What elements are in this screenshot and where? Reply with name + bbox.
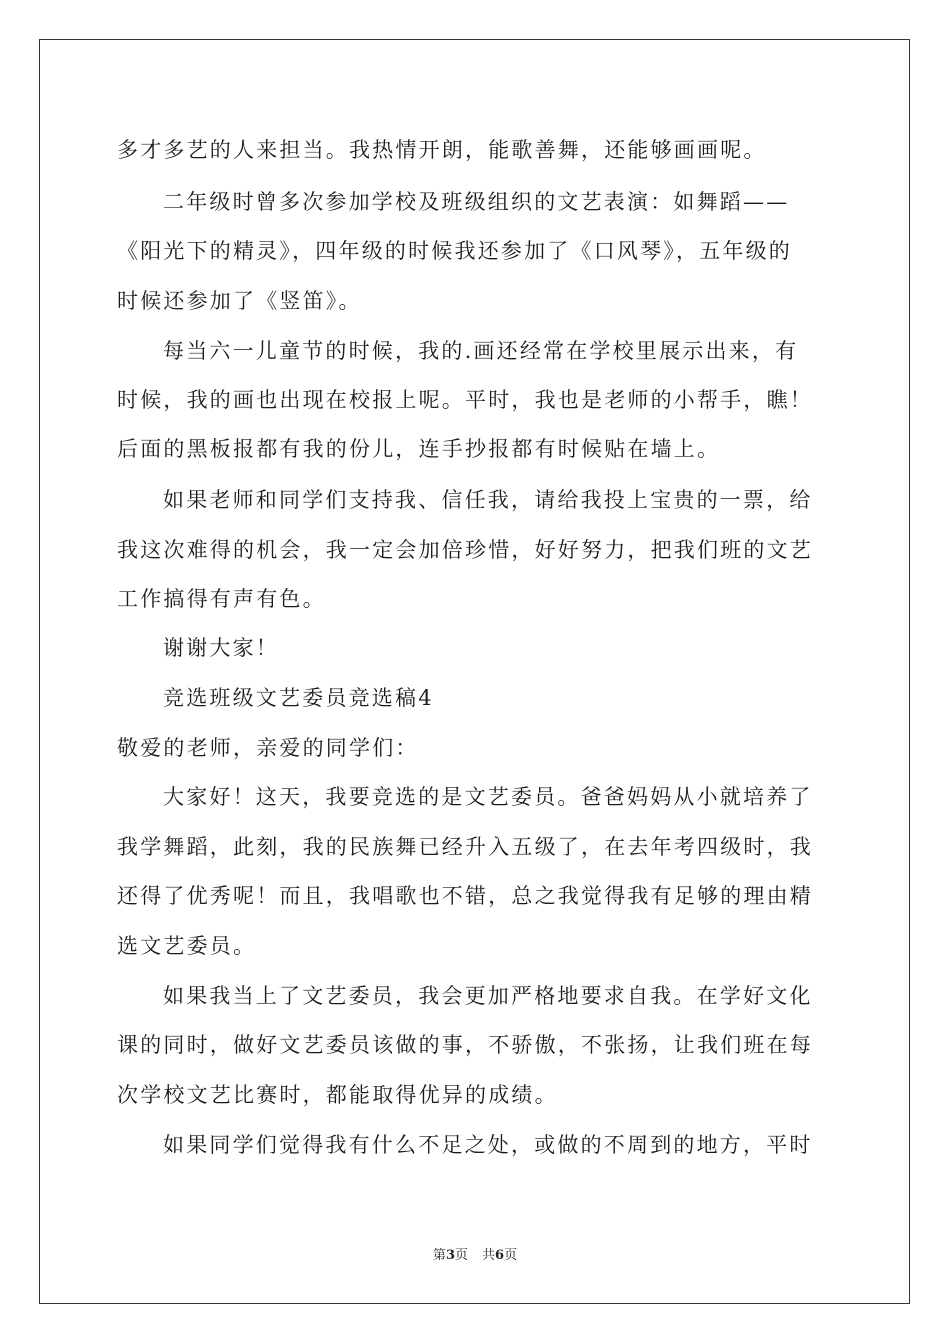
text-line: 谢谢大家！: [163, 636, 279, 660]
text-line: 如果老师和同学们支持我、信任我，请给我投上宝贵的一票，给: [163, 488, 813, 512]
text-line: 每当六一儿童节的时候，我的.画还经常在学校里展示出来，有: [163, 339, 799, 363]
text-line: 工作搞得有声有色。: [117, 587, 326, 611]
text-line: 次学校文艺比赛时，都能取得优异的成绩。: [117, 1083, 558, 1107]
page-border: [39, 39, 910, 1304]
footer-page-unit: 页: [454, 1248, 468, 1263]
text-line: 《阳光下的精灵》，四年级的时候我还参加了《口风琴》，五年级的: [117, 239, 792, 263]
text-line: 我这次难得的机会，我一定会加倍珍惜，好好努力，把我们班的文艺: [117, 538, 813, 562]
text-line: 后面的黑板报都有我的份儿，连手抄报都有时候贴在墙上。: [117, 437, 721, 461]
text-line: 我学舞蹈，此刻，我的民族舞已经升入五级了，在去年考四级时，我: [117, 835, 813, 859]
text-line: 时候，我的画也出现在校报上呢。平时，我也是老师的小帮手，瞧！: [117, 388, 813, 412]
text-line: 如果同学们觉得我有什么不足之处，或做的不周到的地方，平时: [163, 1133, 813, 1157]
text-line: 大家好！这天，我要竞选的是文艺委员。爸爸妈妈从小就培养了: [163, 785, 813, 809]
footer-total-prefix: 共: [482, 1248, 496, 1263]
footer-page-total: 6: [495, 1248, 505, 1263]
text-line: 多才多艺的人来担当。我热情开朗，能歌善舞，还能够画画呢。: [117, 138, 767, 162]
text-line: 二年级时曾多次参加学校及班级组织的文艺表演：如舞蹈——: [163, 190, 790, 214]
text-line: 还得了优秀呢！而且，我唱歌也不错，总之我觉得我有足够的理由精: [117, 884, 813, 908]
text-line: 如果我当上了文艺委员，我会更加严格地要求自我。在学好文化: [163, 984, 813, 1008]
footer-page-prefix: 第: [432, 1248, 446, 1263]
section-heading: 竞选班级文艺委员竞选稿4: [163, 686, 434, 710]
footer-total-unit: 页: [504, 1248, 518, 1263]
footer-page-current: 3: [445, 1248, 455, 1263]
text-line: 选文艺委员。: [117, 934, 257, 958]
text-line: 课的同时，做好文艺委员该做的事，不骄傲，不张扬，让我们班在每: [117, 1033, 813, 1057]
text-line: 时候还参加了《竖笛》。: [117, 289, 362, 313]
page-footer: [0, 1247, 950, 1265]
salutation: 敬爱的老师，亲爱的同学们：: [117, 736, 419, 760]
